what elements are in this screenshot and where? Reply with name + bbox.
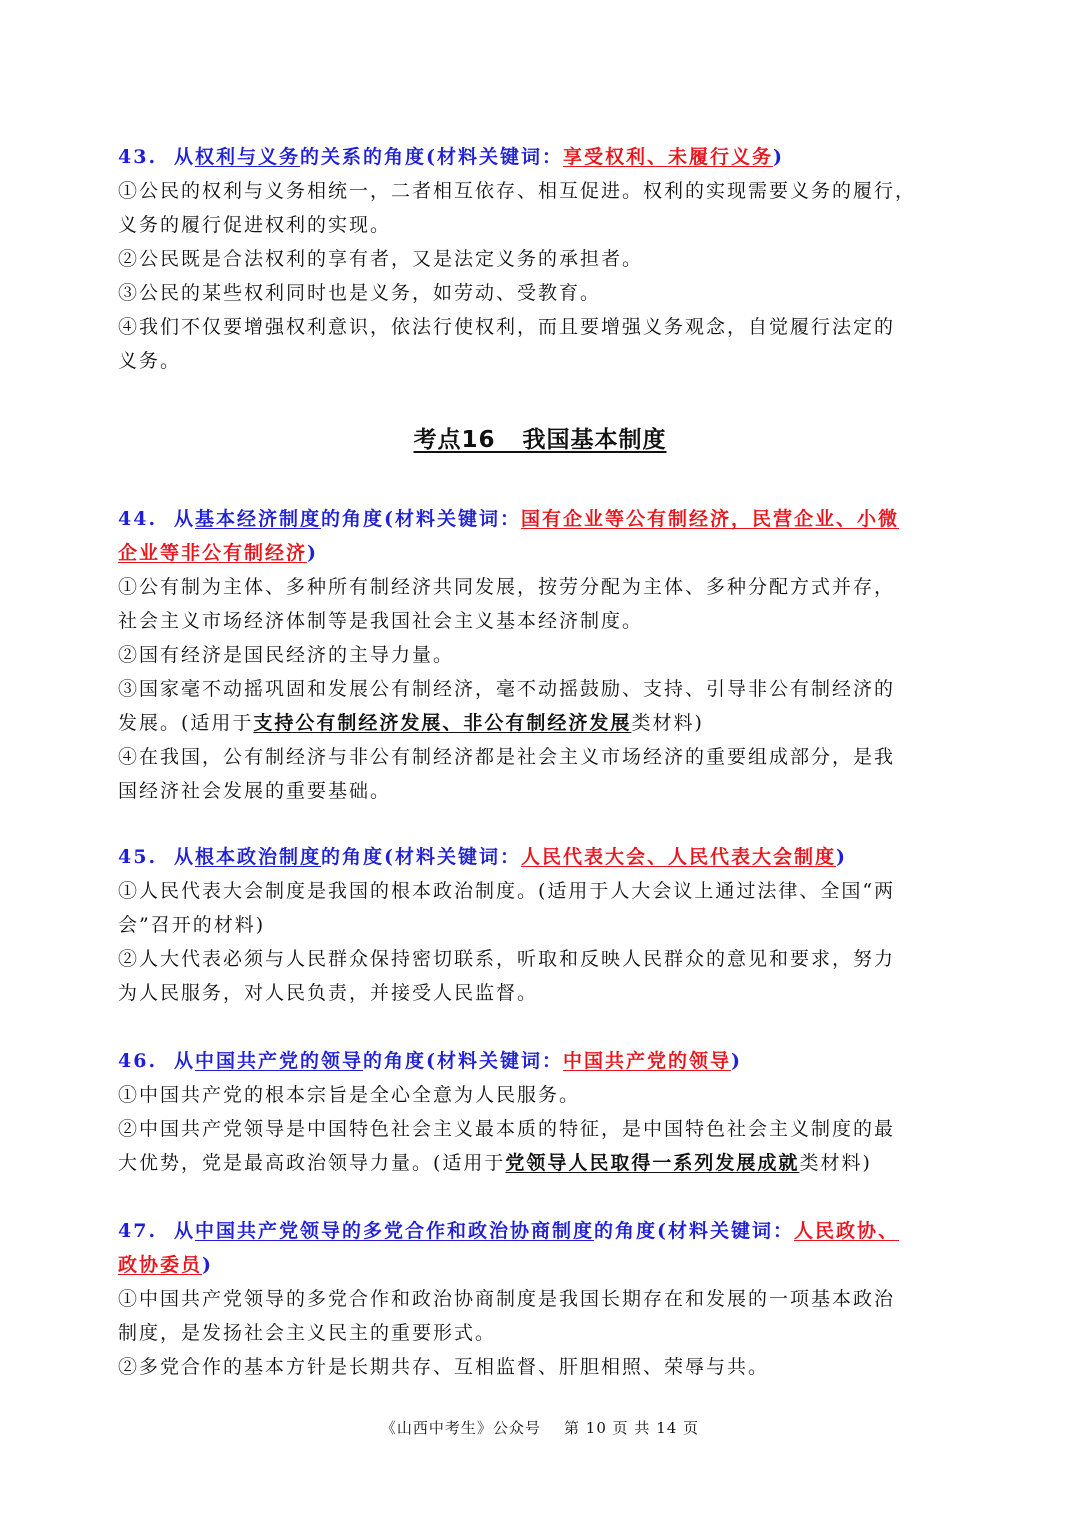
topic-keyword: 中国共产党的领导: [195, 1050, 364, 1072]
body-line: 国经济社会发展的重要基础。: [118, 780, 392, 802]
page-total: 14: [656, 1419, 678, 1437]
body-line: 制度，是发扬社会主义民主的重要形式。: [118, 1322, 497, 1344]
body-line: ①中国共产党的根本宗旨是全心全意为人民服务。: [118, 1084, 581, 1106]
item-44-heading-cont: 企业等非公有制经济): [118, 542, 319, 564]
section-title: 考点16 我国基本制度: [413, 427, 667, 453]
body-line: ②多党合作的基本方针是长期共存、互相监督、肝胆相照、荣辱与共。: [118, 1356, 770, 1378]
material-keyword: 中国共产党的领导: [563, 1050, 732, 1072]
item-43-heading: 43. 从权利与义务的关系的角度(材料关键词：享受权利、未履行义务): [118, 140, 968, 174]
topic-keyword: 根本政治制度: [195, 846, 322, 868]
body-line: 为人民服务，对人民负责，并接受人民监督。: [118, 982, 539, 1004]
material-keyword: 政协委员: [118, 1254, 203, 1276]
material-keyword: 国有企业等公有制经济，民营企业、小微: [521, 508, 900, 530]
item-44: [118, 502, 968, 808]
body-line: ②中国共产党领导是中国特色社会主义最本质的特征，是中国特色社会主义制度的最: [118, 1118, 896, 1140]
topic-keyword: 基本经济制度: [195, 508, 322, 530]
applicable-material: 党领导人民取得一系列发展成就: [505, 1152, 800, 1174]
item-number: 43.: [118, 146, 158, 168]
item-number: 46.: [118, 1050, 158, 1072]
body-line: ②公民既是合法权利的享有者，又是法定义务的承担者。: [118, 248, 644, 270]
body-line: 义务。: [118, 350, 182, 372]
page-number: 10: [585, 1419, 607, 1437]
body-line: ④在我国，公有制经济与非公有制经济都是社会主义市场经济的重要组成部分，是我: [118, 746, 896, 768]
body-line: ③国家毫不动摇巩固和发展公有制经济，毫不动摇鼓励、支持、引导非公有制经济的: [118, 678, 896, 700]
applicable-material: 支持公有制经济发展、非公有制经济发展: [253, 712, 632, 734]
body-line: ③公民的某些权利同时也是义务，如劳动、受教育。: [118, 282, 602, 304]
footer-source: 《山西中考生》公众号: [380, 1419, 541, 1437]
item-45: [118, 840, 968, 1010]
body-line: 义务的履行促进权利的实现。: [118, 214, 392, 236]
item-46-heading: 46. 从中国共产党的领导的角度(材料关键词：中国共产党的领导): [118, 1044, 968, 1078]
body-line: ④我们不仅要增强权利意识，依法行使权利，而且要增强义务观念，自觉履行法定的: [118, 316, 896, 338]
body-line: 大优势，党是最高政治领导力量。(适用于党领导人民取得一系列发展成就类材料): [118, 1152, 872, 1174]
page-footer: 《山西中考生》公众号 第 10 页 共 14 页: [380, 1419, 700, 1437]
body-line: ①人民代表大会制度是我国的根本政治制度。(适用于人大会议上通过法律、全国“两: [118, 880, 896, 902]
item-46: [118, 1044, 968, 1180]
body-line: ①公有制为主体、多种所有制经济共同发展，按劳分配为主体、多种分配方式并存，: [118, 576, 896, 598]
topic-keyword: 中国共产党领导的多党合作和政治协商制度: [195, 1220, 595, 1242]
body-line: ②国有经济是国民经济的主导力量。: [118, 644, 455, 666]
material-keyword: 企业等非公有制经济: [118, 542, 308, 564]
topic-keyword: 权利与义务: [195, 146, 301, 168]
material-keyword: 人民政协、: [794, 1220, 900, 1242]
item-45-heading: 45. 从根本政治制度的角度(材料关键词：人民代表大会、人民代表大会制度): [118, 840, 968, 874]
body-line: ②人大代表必须与人民群众保持密切联系，听取和反映人民群众的意见和要求，努力: [118, 948, 896, 970]
body-line: ①中国共产党领导的多党合作和政治协商制度是我国长期存在和发展的一项基本政治: [118, 1288, 896, 1310]
material-keyword: 享受权利、未履行义务: [563, 146, 774, 168]
item-47-heading: 47. 从中国共产党领导的多党合作和政治协商制度的角度(材料关键词：人民政协、: [118, 1214, 968, 1248]
body-line: 社会主义市场经济体制等是我国社会主义基本经济制度。: [118, 610, 644, 632]
item-number: 47.: [118, 1220, 158, 1242]
item-number: 44.: [118, 508, 158, 530]
body-line: 会”召开的材料): [118, 914, 266, 936]
body-line: ①公民的权利与义务相统一，二者相互依存、相互促进。权利的实现需要义务的履行，: [118, 180, 917, 202]
item-43: [118, 140, 968, 378]
item-number: 45.: [118, 846, 158, 868]
item-47-heading-cont: 政协委员): [118, 1254, 214, 1276]
material-keyword: 人民代表大会、人民代表大会制度: [521, 846, 837, 868]
item-47: [118, 1214, 968, 1384]
item-44-heading: 44. 从基本经济制度的角度(材料关键词：国有企业等公有制经济，民营企业、小微: [118, 502, 968, 536]
body-line: 发展。(适用于支持公有制经济发展、非公有制经济发展类材料): [118, 712, 704, 734]
